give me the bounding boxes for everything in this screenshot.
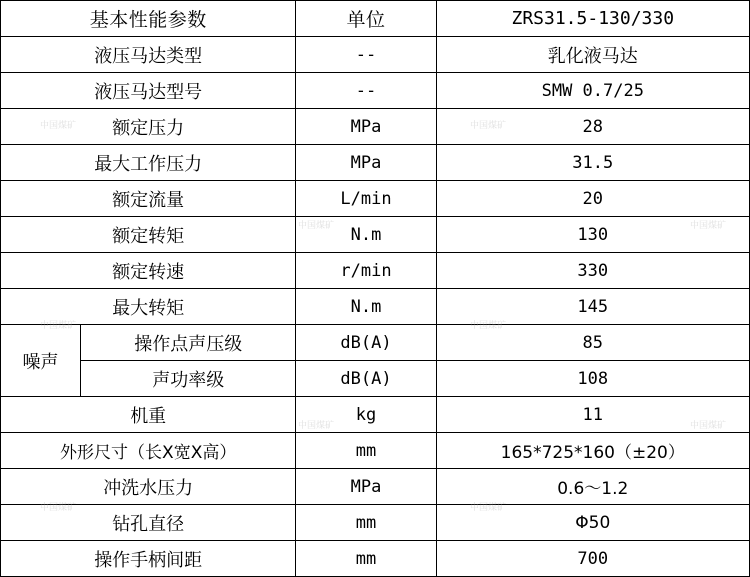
row-value: 700 (436, 541, 749, 577)
table-row (1, 217, 750, 253)
row-unit: mm (296, 505, 436, 541)
watermark: 中国煤矿 (690, 221, 727, 231)
watermark: 中国煤矿 (470, 321, 507, 331)
row-label: 最大转矩 (1, 289, 296, 325)
table-row (1, 433, 750, 469)
row-label: 额定转速 (1, 253, 296, 289)
header-unit: 单位 (296, 1, 436, 37)
table-header-row (1, 1, 750, 37)
row-unit: mm (296, 541, 436, 577)
watermark: 中国煤矿 (298, 421, 335, 431)
row-value: 85 (436, 325, 749, 361)
row-value: 乳化液马达 (436, 37, 749, 73)
row-label: 操作手柄间距 (1, 541, 296, 577)
table-row (1, 109, 750, 145)
row-value: 31.5 (436, 145, 749, 181)
watermark: 中国煤矿 (40, 503, 77, 513)
row-value: 20 (436, 181, 749, 217)
row-value: 11 (436, 397, 749, 433)
watermark: 中国煤矿 (40, 321, 77, 331)
watermark: 中国煤矿 (470, 503, 507, 513)
row-label: 声功率级 (81, 361, 296, 397)
header-model: ZRS31.5-130/330 (436, 1, 749, 37)
table-row (1, 73, 750, 109)
table-row (1, 505, 750, 541)
row-unit: dB(A) (296, 361, 436, 397)
row-unit: L/min (296, 181, 436, 217)
row-unit: dB(A) (296, 325, 436, 361)
row-label: 机重 (1, 397, 296, 433)
row-label: 额定流量 (1, 181, 296, 217)
row-label: 操作点声压级 (81, 325, 296, 361)
row-label: 最大工作压力 (1, 145, 296, 181)
row-label: 液压马达类型 (1, 37, 296, 73)
table-row (1, 541, 750, 577)
row-value: 130 (436, 217, 749, 253)
row-value: Φ50 (436, 505, 749, 541)
table-row (1, 289, 750, 325)
watermark: 中国煤矿 (690, 421, 727, 431)
row-value: 330 (436, 253, 749, 289)
table-row (1, 469, 750, 505)
row-label: 液压马达型号 (1, 73, 296, 109)
header-parameter: 基本性能参数 (1, 1, 296, 37)
row-value: 28 (436, 109, 749, 145)
row-unit: -- (296, 37, 436, 73)
row-unit: r/min (296, 253, 436, 289)
table-row (1, 145, 750, 181)
row-label: 冲洗水压力 (1, 469, 296, 505)
row-unit: MPa (296, 469, 436, 505)
row-label: 额定压力 (1, 109, 296, 145)
watermark: 中国煤矿 (40, 121, 77, 131)
table-row (1, 181, 750, 217)
row-unit: MPa (296, 145, 436, 181)
row-label: 钻孔直径 (1, 505, 296, 541)
table-row (1, 325, 750, 361)
watermark: 中国煤矿 (298, 221, 335, 231)
row-value: 165*725*160（±20） (436, 433, 749, 469)
row-value: SMW 0.7/25 (436, 73, 749, 109)
row-unit: -- (296, 73, 436, 109)
row-unit: mm (296, 433, 436, 469)
row-unit: N.m (296, 217, 436, 253)
table-row (1, 37, 750, 73)
row-label: 额定转矩 (1, 217, 296, 253)
table-row (1, 397, 750, 433)
watermark: 中国煤矿 (470, 121, 507, 131)
row-unit: kg (296, 397, 436, 433)
table-row (1, 253, 750, 289)
row-value: 108 (436, 361, 749, 397)
row-label: 外形尺寸（长X宽X高） (1, 433, 296, 469)
row-value: 0.6～1.2 (436, 469, 749, 505)
table-row (1, 361, 750, 397)
row-unit: MPa (296, 109, 436, 145)
row-unit: N.m (296, 289, 436, 325)
row-value: 145 (436, 289, 749, 325)
row-group-label: 噪声 (1, 325, 81, 397)
